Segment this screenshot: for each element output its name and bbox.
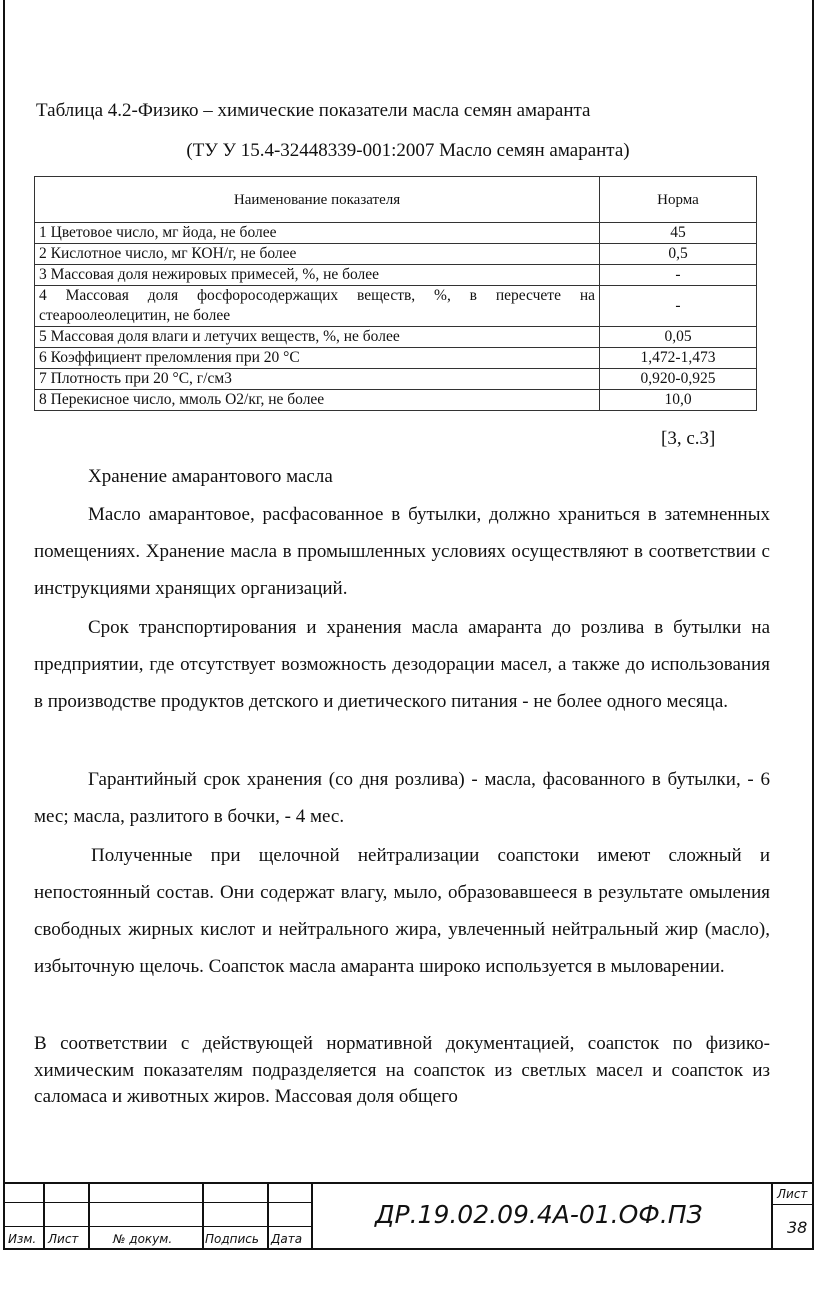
divider: [267, 1184, 269, 1250]
row-name: 4 Массовая доля фосфоросодержащих веществ, %, в пересчете на стеароолеолецитин, не более: [35, 286, 600, 327]
table-row: [35, 348, 757, 369]
divider: [3, 1226, 311, 1227]
row-norm: 0,05: [600, 327, 757, 348]
row-name: 5 Массовая доля влаги и летучих веществ, %, не более: [35, 327, 600, 348]
storage-heading: [34, 458, 770, 495]
label-change: Изм.: [8, 1232, 37, 1246]
row-name: 1 Цветовое число, мг йода, не более: [35, 223, 600, 244]
table-row: [35, 327, 757, 348]
indicators-table: [34, 176, 757, 411]
table-row: [35, 265, 757, 286]
row-name: 2 Кислотное число, мг КОН/г, не более: [35, 244, 600, 265]
paragraph-text: Гарантийный срок хранения (со дня розлива) - масла, фасованного в бутылки, - 6 мес; масла, разлитого в бочки, - 4 мес.: [34, 769, 770, 827]
table-caption-standard: (ТУ У 15.4-32448339-001:2007 Масло семян амаранта): [186, 140, 630, 161]
divider: [3, 1202, 311, 1203]
row-norm: 1,472-1,473: [600, 348, 757, 369]
paragraph-transport: [34, 609, 770, 720]
row-name: 6 Коэффициент преломления при 20 °С: [35, 348, 600, 369]
row-norm: 10,0: [600, 390, 757, 411]
storage-heading-text: Хранение амарантового масла: [88, 466, 333, 487]
label-signature: Подпись: [205, 1232, 259, 1246]
header-name: Наименование показателя: [35, 177, 600, 223]
row-norm: -: [600, 286, 757, 327]
divider: [202, 1184, 204, 1250]
paragraph-soapstock: [34, 837, 770, 985]
table-row: [35, 244, 757, 265]
paragraph-guarantee: [34, 761, 770, 835]
title-block: [3, 1182, 814, 1250]
sheet-number: 38: [787, 1218, 808, 1237]
table-row: [35, 286, 757, 327]
row-norm: 0,5: [600, 244, 757, 265]
divider: [311, 1184, 313, 1250]
table-row: [35, 390, 757, 411]
document-code: ДР.19.02.09.4А-01.ОФ.ПЗ: [375, 1200, 703, 1229]
divider: [771, 1184, 773, 1250]
label-doc-number: № докум.: [113, 1232, 173, 1246]
table-reference: [3, с.3]: [661, 428, 716, 449]
table-caption: Таблица 4.2-Физико – химические показатели масла семян амаранта: [36, 100, 591, 121]
row-name: 3 Массовая доля нежировых примесей, %, не более: [35, 265, 600, 286]
table-row: [35, 369, 757, 390]
row-name: 8 Перекисное число, ммоль О2/кг, не более: [35, 390, 600, 411]
label-sheet: Лист: [48, 1232, 79, 1246]
paragraph-text: В соответствии с действующей нормативной документацией, соапсток по физико-химическим показателям подразделяется на соапсток из светлых масел и соапсток из саломаса и животных жиров. Массовая доля общего: [34, 1033, 770, 1107]
table-header-row: [35, 177, 757, 223]
paragraph-text: Срок транспортирования и хранения масла амаранта до розлива в бутылки на предприятии, где отсутствует возможность дезодорации масел, а также до использования в производстве продуктов детского и диетического питания - не более одного месяца.: [34, 617, 770, 712]
row-norm: 45: [600, 223, 757, 244]
paragraph-storage: [34, 496, 770, 607]
label-date: Дата: [271, 1232, 303, 1246]
table-row: [35, 223, 757, 244]
row-norm: 0,920-0,925: [600, 369, 757, 390]
divider: [771, 1204, 812, 1205]
row-name: 7 Плотность при 20 °С, г/см3: [35, 369, 600, 390]
label-sheet-number: Лист: [777, 1187, 808, 1201]
divider: [43, 1184, 45, 1250]
header-norm: Норма: [600, 177, 757, 223]
paragraph-classification: [34, 1031, 770, 1111]
row-norm: -: [600, 265, 757, 286]
paragraph-text: Масло амарантовое, расфасованное в бутылки, должно храниться в затемненных помещениях. Хранение масла в промышленных условиях осуществляют в соответствии с инструкциями хранящих организаций.: [34, 504, 770, 599]
divider: [88, 1184, 90, 1250]
paragraph-text: Полученные при щелочной нейтрализации соапстоки имеют сложный и непостоянный состав. Они содержат влагу, мыло, образовавшееся в результате омыления свободных жирных кислот и нейтрального жира, увлеченный нейтральный жир (масло), избыточную щелочь. Соапсток масла амаранта широко используется в мыловарении.: [34, 845, 770, 977]
